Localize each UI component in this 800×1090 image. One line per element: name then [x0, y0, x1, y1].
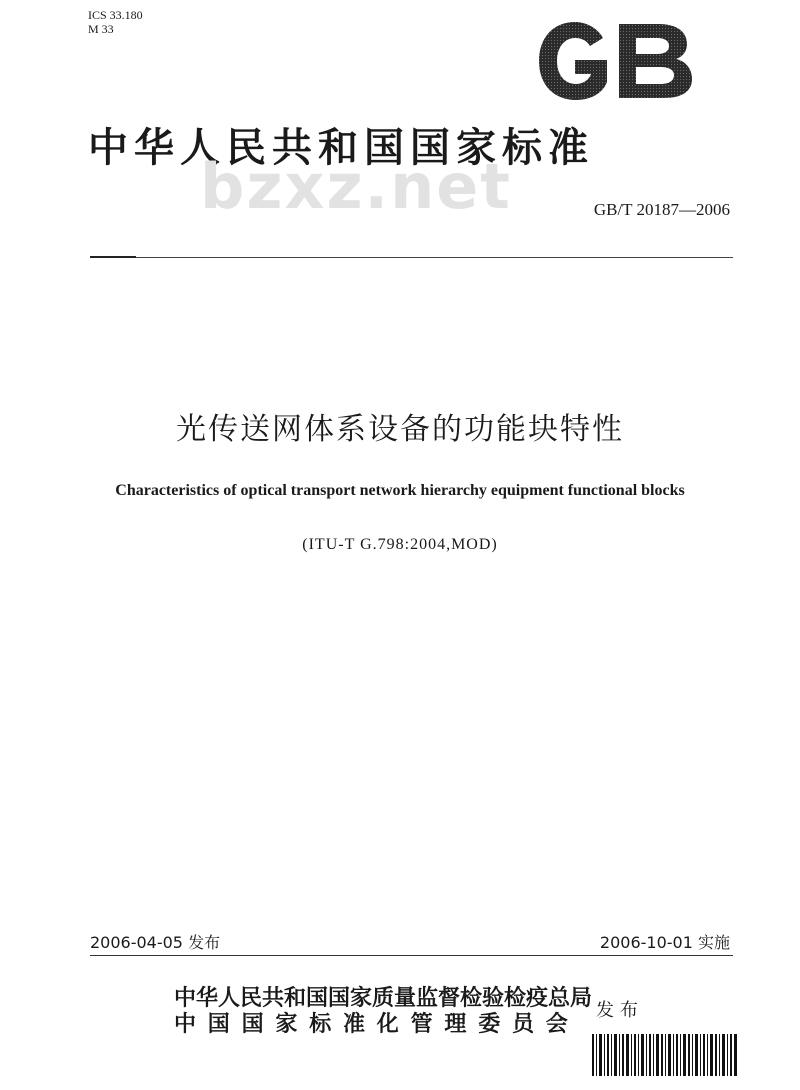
- national-standard-heading: 中华人民共和国国家标准: [88, 125, 594, 171]
- implement-date: 2006-10-01 实施: [599, 933, 730, 952]
- class-code: M 33: [88, 22, 114, 36]
- classification-codes: [88, 8, 143, 36]
- standard-number: GB/T 20187—2006: [593, 200, 730, 219]
- gb-logo-icon: [535, 18, 697, 104]
- divider-short: [90, 256, 136, 258]
- issuer-aqsiq: 中华人民共和国国家质量监督检验检疫总局: [174, 985, 593, 1011]
- watermark: bzxz.net: [200, 150, 512, 223]
- ics-code: ICS 33.180: [88, 8, 143, 22]
- document-title-en: Characteristics of optical transport network hierarchy equipment functional blocks: [115, 482, 685, 499]
- barcode-icon: [590, 1034, 740, 1090]
- logo-text: GB: [535, 18, 537, 19]
- issued-label: 发布: [596, 1000, 644, 1021]
- footer-divider: [90, 955, 733, 956]
- issuer-sac: 中国国家标准化管理委员会: [174, 1011, 580, 1037]
- adoption-reference: (ITU-T G.798:2004,MOD): [302, 536, 498, 553]
- document-title-cn: 光传送网体系设备的功能块特性: [176, 412, 624, 447]
- publish-date: 2006-04-05 发布: [90, 933, 221, 952]
- divider-long: [136, 257, 733, 258]
